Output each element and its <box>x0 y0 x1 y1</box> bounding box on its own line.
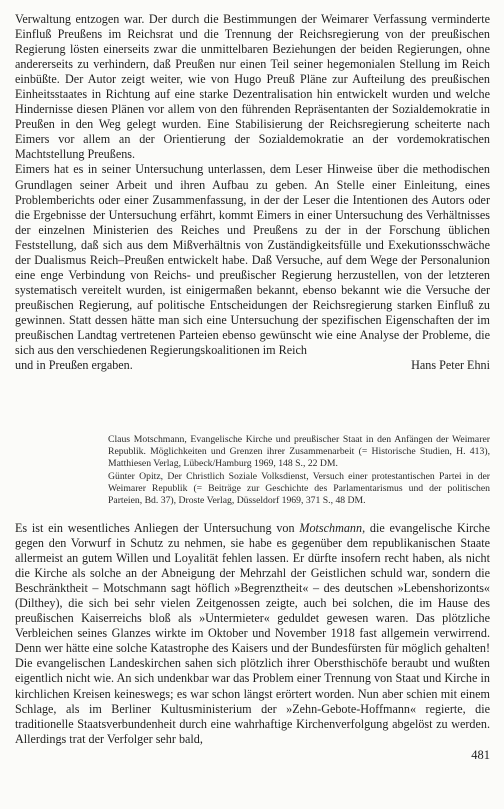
review-continuation <box>15 12 490 373</box>
review-closing-line <box>15 358 490 373</box>
review-paragraph-2: Eimers hat es in seiner Untersuchung unterlassen, dem Leser Hinweise über die methodischen Grundlagen seiner Arbeit und ihren Aufbau zu geben. An Stelle einer Einleitung, eines Problemberichts oder einer Zusammenfassung, in der der Leser die Intentionen des Autors oder die Ergebnisse der Untersuchung erfährt, kommt Eimers in einer Untersuchung des Verhältnisses der einzelnen Ministerien des Reiches und Preußens zu der in der Forschung üblichen Feststellung, daß sich aus dem Mißverhältnis von Zuständigkeitsfülle und Exekutionsschwäche der Dualismus Reich–Preußen entwickelt habe. Daß Versuche, auf dem Wege der Personalunion eine enge Verbindung von Reichs- und preußischer Regierung herzustellen, von der letzteren systematisch vereitelt wurden, ist einigermaßen bekannt, ebenso bekannt wie die Versuche der preußischen Regierung, auf politische Entscheidungen der Reichsregierung starken Einfluß zu gewinnen. Statt dessen hätte man sich eine Untersuchung der spezifischen Eigenschaften der im preußischen Landtag vertretenen Parteien ebenso gewünscht wie eine Analyse der Probleme, die sich aus den verschiedenen Regierungskoalitionen im Reich <box>15 162 490 358</box>
bibliography-entry-motschmann: Claus Motschmann, Evangelische Kirche und preußischer Staat in den Anfängen der Weimarer Republik. Möglichkeiten und Grenzen ihrer Zusammenarbeit (= Historische Studien, H. 413), Matthiesen Verlag, Lübeck/Hamburg 1969, 148 S., 22 DM. <box>108 434 490 470</box>
review-new-body: , die evangelische Kirche gegen den Vorwurf in Schutz zu nehmen, sie habe es gegenüber dem republikanischen Staate allermeist an gutem Willen und Loyalität fehlen lassen. Er dürfte insofern recht haben, als nicht die Kirche als solche an der Abneigung der Mehrzahl der Geistlichen schuld war, sondern die Beschränktheit – Motschmann sagt höflich »Begrenztheit« – des deutschen »Lebenshorizonts« (Dilthey), die sich bei sehr vielen Zeitgenossen zeigte, auch bei solchen, die im Hause des preußischen Kaiserreichs bloß als »Untermieter« geduldet gewesen waren. Das plötzliche Verbleichen seines Glanzes wirkte im Oktober und November 1918 fast allgemein verwirrend. Denn wer hätte eine solche Katastrophe des Kaisers und der Bundesfürsten für möglich gehalten! Die evangelischen Landeskirchen sahen sich plötzlich ihrer Obersthischöfe beraubt und wußten eigentlich nicht wie. An sich undenkbar war das Problem einer Trennung von Staat und Kirche in kirchlichen Kreisen keineswegs; es war schon längst erörtert worden. Nun aber schien mit einem Schlage, als im Berliner Kultusministerium der »Zehn-Gebote-Hoffmann« regierte, die traditionelle Staatsverbundenheit durch eine wahrhaftige Kirchenverfolgung abgelöst zu werden. Allerdings trat der Verfolger sehr bald, <box>15 521 490 746</box>
bibliography-entry-opitz: Günter Opitz, Der Christlich Soziale Volksdienst, Versuch einer protestantischen Partei in der Weimarer Republik (= Beiträge zur Geschichte des Parlamentarismus und der politischen Parteien, Bd. 37), Droste Verlag, Düsseldorf 1969, 371 S., 48 DM. <box>108 470 490 507</box>
page-number: 481 <box>471 748 490 762</box>
review-paragraph-1: Verwaltung entzogen war. Der durch die Bestimmungen der Weimarer Verfassung verminderte Einfluß Preußens im Reichsrat und die Trennung der Reichsregierung von der preußischen Regierung lösten einerseits zwar die unmittelbaren Beziehungen der beiden Regierungen, ohne andererseits zu verhindern, daß Preußen nur einen Teil seiner hegemonialen Stellung im Reich einbüßte. Der Autor zeigt weiter, wie von Hugo Preuß Pläne zur Aufteilung des preußischen Einheitsstaates in Richtung auf eine starke Dezentralisation hin entwickelt wurden und welche Hindernisse diesen Plänen vor allem von den führenden Repräsentanten der Sozialdemokratie in Preußen in den Weg gelegt wurden. Eine Stabilisierung der Reichsregierung scheiterte nach Eimers vor allem an der Orientierung der Sozialdemokratie an der vordemokratischen Machtstellung Preußens. <box>15 12 490 162</box>
bibliography-block <box>108 434 490 507</box>
review-last-line: und in Preußen ergaben. <box>15 358 133 373</box>
reviewer-signature: Hans Peter Ehni <box>411 358 490 373</box>
reviewed-author: Motschmann <box>299 521 363 535</box>
review-new-paragraph <box>15 521 490 747</box>
review-new-intro: Es ist ein wesentliches Anliegen der Untersuchung von <box>15 521 300 535</box>
review-new <box>15 521 490 747</box>
